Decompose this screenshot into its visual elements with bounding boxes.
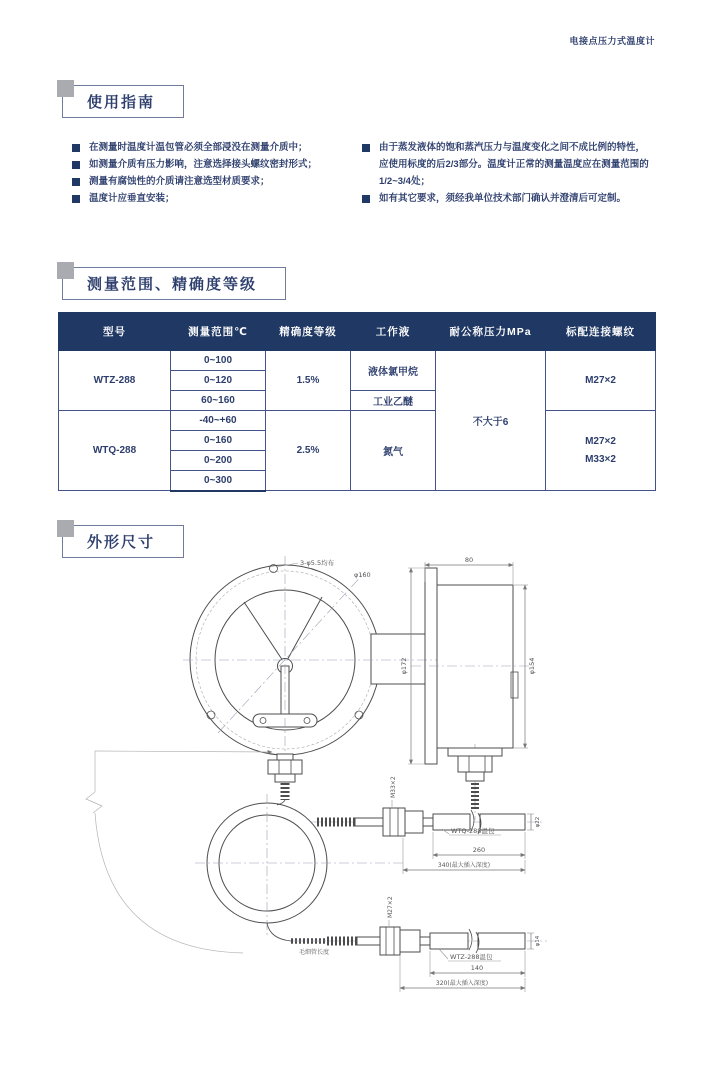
dim-label-wtz-insert-depth: 320(最大插入深度) bbox=[435, 980, 489, 987]
bullet-column-right bbox=[362, 139, 654, 207]
guide-bullet bbox=[72, 190, 344, 207]
dim-label-holes: 3-φ5.5均布 bbox=[300, 559, 335, 567]
spec-table bbox=[58, 312, 656, 492]
bullet-square-icon bbox=[72, 178, 80, 186]
corner-square-icon bbox=[57, 520, 74, 537]
dimensional-drawings bbox=[55, 552, 655, 1079]
corner-square-icon bbox=[57, 80, 74, 97]
bullet-text: 如测量介质有压力影响，注意选择接头螺纹密封形式； bbox=[89, 159, 318, 170]
dim-label-case-diameter: φ154 bbox=[528, 657, 536, 675]
bullet-square-icon bbox=[72, 161, 80, 169]
junction-box bbox=[371, 634, 425, 684]
cell-thread-wtq bbox=[546, 411, 656, 491]
dim-label-case-depth: 80 bbox=[464, 556, 474, 564]
col-header-fluid: 工作液 bbox=[351, 313, 436, 351]
dim-label-wtz-diameter: φ14 bbox=[535, 935, 541, 947]
col-header-pressure: 耐公称压力MPa bbox=[436, 313, 546, 351]
dim-label-wtq-diameter: φ22 bbox=[535, 816, 541, 828]
spec-table-container bbox=[58, 312, 656, 492]
dim-label-wtz-thread: M27×2 bbox=[387, 896, 394, 918]
cell-range: 0~160 bbox=[171, 431, 266, 451]
guide-bullet bbox=[72, 139, 344, 156]
col-header-thread: 标配连接螺纹 bbox=[546, 313, 656, 351]
page-header-product-name: 电接点压力式温度计 bbox=[569, 36, 655, 46]
section-title-text: 外形尺寸 bbox=[87, 534, 156, 551]
cell-thread-wtz: M27×2 bbox=[546, 351, 656, 411]
cell-accuracy-wtq: 2.5% bbox=[266, 411, 351, 491]
label-capillary-length: 毛细管长度 bbox=[298, 949, 330, 956]
bullet-square-icon bbox=[72, 195, 80, 203]
cell-range: 0~120 bbox=[171, 371, 266, 391]
corner-square-icon bbox=[57, 262, 74, 279]
usage-guide-bullets bbox=[72, 139, 654, 207]
dim-label-wtq-thread: M33×2 bbox=[390, 776, 397, 798]
wtz-probe-view bbox=[293, 896, 547, 992]
dim-label-wtq-bulb-length: 260 bbox=[472, 846, 486, 854]
cell-range: 0~300 bbox=[171, 471, 266, 491]
cell-model-wtz: WTZ-288 bbox=[59, 351, 171, 411]
gauge-side-view bbox=[400, 556, 536, 820]
dim-label-dial-diameter: φ160 bbox=[354, 571, 371, 579]
gauge-front-view bbox=[183, 556, 437, 800]
bullet-square-icon bbox=[72, 144, 80, 152]
guide-bullet bbox=[72, 156, 344, 173]
cell-range: 0~200 bbox=[171, 451, 266, 471]
section-title-usage-guide bbox=[62, 85, 184, 118]
spec-header-row bbox=[59, 313, 656, 351]
section-title-specs bbox=[62, 267, 286, 300]
dim-label-wtz-bulb-length: 140 bbox=[470, 964, 484, 972]
bullet-square-icon bbox=[362, 144, 370, 152]
thread-line-1: M27×2 bbox=[585, 435, 616, 447]
col-header-model: 型号 bbox=[59, 313, 171, 351]
col-header-range: 测量范围℃ bbox=[171, 313, 266, 351]
dim-label-wtq-insert-depth: 340(最大插入深度) bbox=[437, 862, 491, 869]
label-wtz-bulb: WTZ-288温包 bbox=[450, 953, 493, 961]
section-title-text: 使用指南 bbox=[87, 94, 156, 111]
bullet-text: 测量有腐蚀性的介质请注意选型材质要求； bbox=[89, 176, 270, 187]
col-header-accuracy: 精确度等级 bbox=[266, 313, 351, 351]
table-row bbox=[59, 351, 656, 371]
bullet-text: 在测量时温度计温包管必须全部浸没在测量介质中； bbox=[89, 142, 308, 153]
cell-range: 60~160 bbox=[171, 391, 266, 411]
cell-range: 0~100 bbox=[171, 351, 266, 371]
cell-range: -40~+60 bbox=[171, 411, 266, 431]
thread-line-2: M33×2 bbox=[585, 453, 616, 465]
bullet-square-icon bbox=[362, 195, 370, 203]
outline-dimension-drawing bbox=[55, 552, 655, 1074]
capillary-coil-view bbox=[86, 751, 403, 956]
guide-bullet bbox=[362, 190, 654, 207]
cell-fluid-wtz-b: 工业乙醚 bbox=[351, 391, 436, 411]
cell-model-wtq: WTQ-288 bbox=[59, 411, 171, 491]
bullet-text: 如有其它要求，须经我单位技术部门确认并澄清后可定制。 bbox=[379, 193, 627, 204]
table-row bbox=[59, 411, 656, 431]
bullet-text: 温度计应垂直安装； bbox=[89, 193, 175, 204]
wtq-probe-view bbox=[311, 776, 545, 874]
guide-bullet bbox=[362, 139, 654, 190]
label-wtq-bulb: WTQ-288温包 bbox=[451, 827, 495, 835]
cell-pressure: 不大于6 bbox=[436, 351, 546, 491]
bullet-column-left bbox=[72, 139, 344, 207]
bullet-text: 由于蒸发液体的饱和蒸汽压力与温度变化之间不成比例的特性，应使用标度的后2/3部分。温度计正常的测量温度应在测量范围的1/2~3/4处； bbox=[379, 142, 649, 187]
section-title-text: 测量范围、精确度等级 bbox=[87, 276, 258, 293]
cell-fluid-wtz-a: 液体氯甲烷 bbox=[351, 351, 436, 391]
cell-accuracy-wtz: 1.5% bbox=[266, 351, 351, 411]
guide-bullet bbox=[72, 173, 344, 190]
cell-fluid-wtq: 氮气 bbox=[351, 411, 436, 491]
dim-label-flange-diameter: φ172 bbox=[400, 657, 408, 675]
